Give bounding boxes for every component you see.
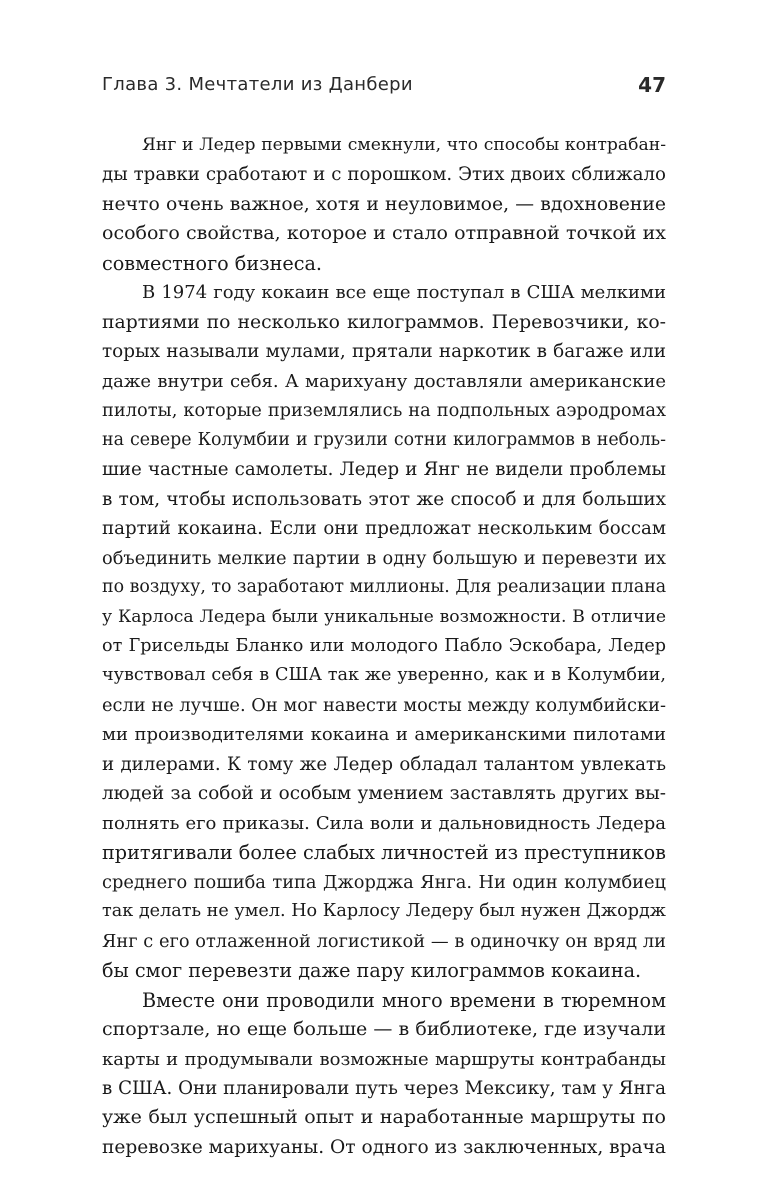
text-line: партиями по несколько килограммов. Перевозчики, ко- [102,311,666,333]
text-line: объединить мелкие партии в одну большую и перевезти их [102,547,666,569]
paragraph-3 [102,986,666,1163]
text-line: шие частные самолеты. Ледер и Янг не видели проблемы [102,459,666,481]
text-line: Вместе они проводили много времени в тюремном [142,988,666,1012]
text-line: от Грисельды Бланко или молодого Пабло Эскобара, Ледер [102,635,666,656]
text-line: ды травки сработают и с порошком. Этих двоих сближало [102,164,666,186]
text-line: торых называли мулами, прятали наркотик в багаже или [102,341,666,363]
running-head [102,74,666,104]
text-line: особого свойства, которое и стало отправной точкой их [102,222,666,245]
text-line: карты и продумывали возможные маршруты контрабанды [102,1048,666,1070]
text-line: у Карлоса Ледера были уникальные возможности. В отличие [102,606,666,627]
text-line: в том, чтобы использовать этот же способ и для больших [102,488,666,510]
text-line: В 1974 году кокаин все еще поступал в США мелкими [142,282,666,304]
text-line: если не лучше. Он мог навести мосты между колумбийски- [102,694,666,716]
text-line: среднего пошиба типа Джорджа Янга. Ни один колумбиец [102,871,666,893]
paragraph-2 [102,278,666,985]
paragraph-1 [102,131,666,278]
page-number: 47 [638,73,666,97]
text-line: и дилерами. К тому же Ледер обладал талантом увлекать [102,753,666,775]
text-line: так делать не умел. Но Карлосу Ледеру был нужен Джордж [102,901,666,922]
text-line: Янг с его отлаженной логистикой — в одиночку он вряд ли [102,930,666,952]
body-text [102,131,666,1162]
text-line: даже внутри себя. А марихуану доставляли американские [102,370,666,392]
text-line: чувствовал себя в США так же уверенно, как и в Колумбии, [102,665,666,686]
text-line: партий кокаина. Если они предложат нескольким боссам [102,518,666,540]
text-line: перевозке марихуаны. От одного из заключенных, врача [102,1136,666,1158]
text-line: Янг и Ледер первыми смекнули, что способы контрабан- [142,135,666,155]
text-line: нечто очень важное, хотя и неуловимое, — вдохновение [102,193,666,215]
text-line: пилоты, которые приземлялись на подпольных аэродромах [102,400,666,422]
text-line: людей за собой и особым умением заставлять других вы- [102,783,666,805]
text-line: по воздуху, то заработают миллионы. Для реализации плана [102,577,667,598]
text-line: притягивали более слабых личностей из преступников [102,841,666,865]
text-line: совместного бизнеса. [102,251,323,275]
text-line: в США. Они планировали путь через Мексику, там у Янга [102,1078,666,1099]
text-line: спортзале, но еще больше — в библиотеке, где изучали [102,1018,666,1041]
text-line: бы смог перевезти даже пару килограммов кокаина. [102,959,642,983]
text-line: уже был успешный опыт и наработанные маршруты по [102,1106,666,1129]
text-line: полнять его приказы. Сила воли и дальновидность Ледера [102,812,666,834]
text-line: на севере Колумбии и грузили сотни килограммов в неболь- [102,429,666,450]
text-line: ми производителями кокаина и американскими пилотами [102,724,666,746]
chapter-title: Глава 3. Мечтатели из Данбери [102,74,413,95]
